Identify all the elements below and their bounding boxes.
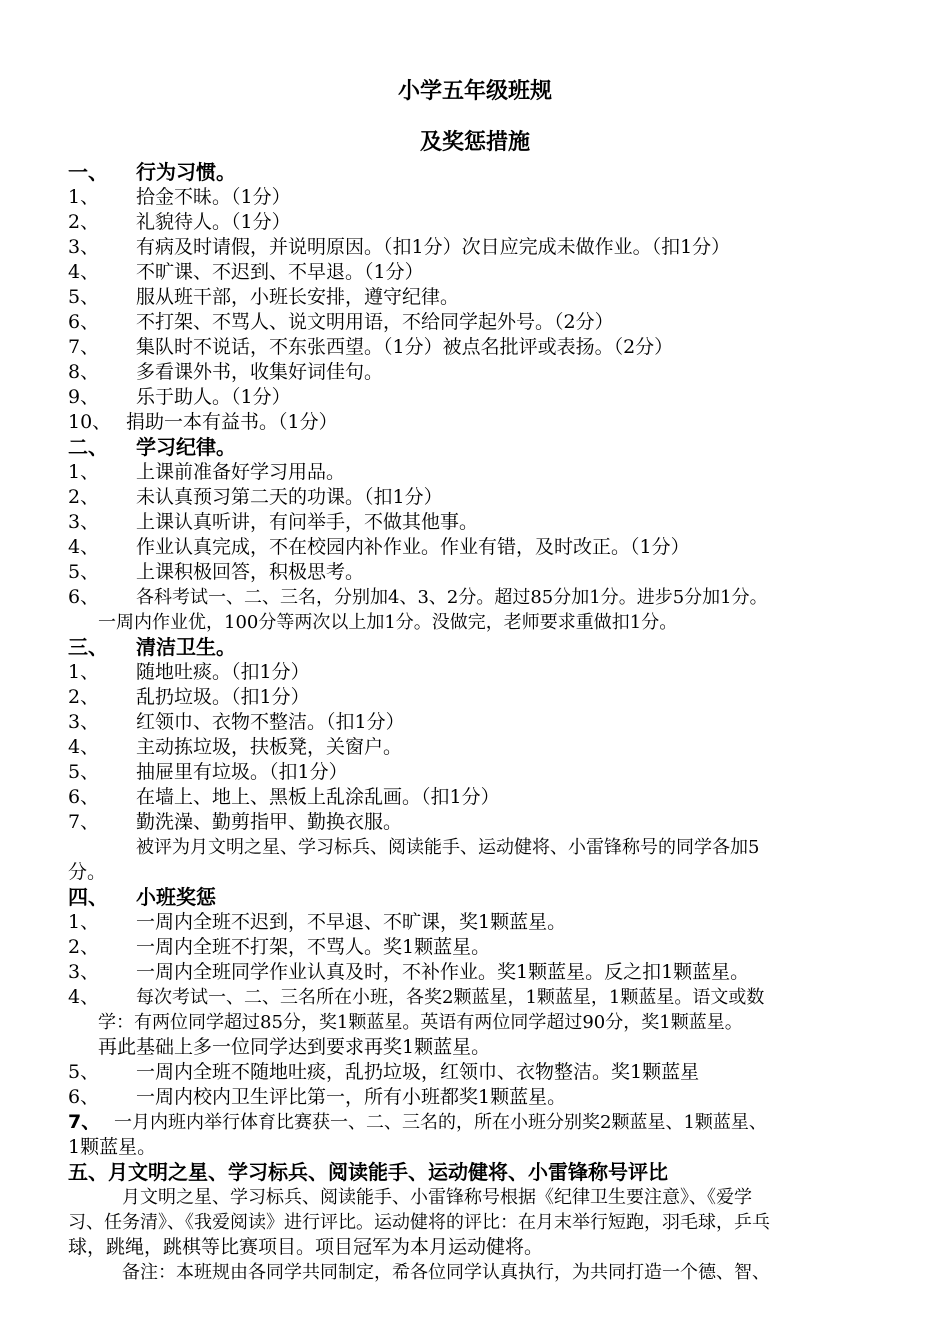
item-text: 抽屉里有垃圾。（扣1分）: [136, 761, 348, 783]
section-number: 四、: [68, 885, 108, 909]
section-title: 清洁卫生。: [136, 635, 236, 659]
item-number: 3、: [68, 711, 100, 733]
item-number: 1、: [68, 461, 100, 483]
paragraph-line: 球，跳绳，跳棋等比赛项目。项目冠军为本月运动健将。: [68, 1236, 544, 1258]
item-number: 6、: [68, 786, 100, 808]
item-text: 红领巾、衣物不整洁。（扣1分）: [136, 711, 405, 733]
section-number: 三、: [68, 635, 108, 659]
item-text: 一周内全班不打架，不骂人。奖1颗蓝星。: [136, 936, 491, 958]
item-number: 1、: [68, 661, 100, 683]
item-text: 上课认真听讲，有问举手，不做其他事。: [136, 511, 479, 533]
item-text: 乐于助人。（1分）: [136, 386, 291, 408]
document-title: 小学五年级班规: [397, 79, 552, 104]
section-number: 二、: [68, 435, 108, 459]
item-number: 4、: [68, 736, 100, 758]
item-number: 7、: [68, 336, 100, 358]
item-number: 4、: [68, 536, 100, 558]
item-text: 一周内全班不迟到，不早退、不旷课，奖1颗蓝星。: [136, 911, 567, 933]
item-text: 作业认真完成，不在校园内补作业。作业有错，及时改正。（1分）: [136, 536, 690, 558]
item-text: 随地吐痰。（扣1分）: [136, 661, 310, 683]
item-text: 一周内校内卫生评比第一，所有小班都奖1颗蓝星。: [136, 1086, 567, 1108]
remark: 备注：本班规由各同学共同制定，希各位同学认真执行，为共同打造一个德、智、: [122, 1262, 770, 1283]
item-number: 6、: [68, 586, 100, 608]
item-text: 勤洗澡、勤剪指甲、勤换衣服。: [136, 811, 403, 833]
item-number: 2、: [68, 211, 100, 233]
item-number: 1、: [68, 186, 100, 208]
section-title: 小班奖惩: [136, 885, 216, 909]
item-text: 集队时不说话，不东张西望。（1分）被点名批评或表扬。（2分）: [136, 336, 674, 358]
item-number: 3、: [68, 961, 100, 983]
item-text: 上课积极回答，积极思考。: [136, 561, 365, 583]
item-continuation: 一周内作业优，100分等两次以上加1分。没做完，老师要求重做扣1分。: [98, 612, 678, 633]
item-number: 4、: [68, 261, 100, 283]
item-continuation: 再此基础上多一位同学达到要求再奖1颗蓝星。: [98, 1036, 491, 1058]
item-number: 7、: [68, 811, 100, 833]
item-text: 各科考试一、二、三名，分别加4、3、2分。超过85分加1分。进步5分加1分。: [136, 587, 768, 608]
section-heading: 五、月文明之星、学习标兵、阅读能手、运动健将、小雷锋称号评比: [68, 1160, 668, 1184]
item-number: 1、: [68, 911, 100, 933]
item-text: 在墙上、地上、黑板上乱涂乱画。（扣1分）: [136, 786, 500, 808]
paragraph-line: 习、任务清》、《我爱阅读》进行评比。运动健将的评比：在月末举行短跑，羽毛球，乒乓: [68, 1212, 770, 1233]
item-text: 主动拣垃圾，扶板凳，关窗户。: [136, 736, 403, 758]
item-text: 每次考试一、二、三名所在小班，各奖2颗蓝星，1颗蓝星，1颗蓝星。语文或数: [136, 987, 765, 1008]
item-number: 3、: [68, 511, 100, 533]
item-text: 一周内全班同学作业认真及时，不补作业。奖1颗蓝星。反之扣1颗蓝星。: [136, 961, 750, 983]
item-text: 不打架、不骂人、说文明用语，不给同学起外号。（2分）: [136, 311, 614, 333]
section-note: 被评为月文明之星、学习标兵、阅读能手、运动健将、小雷锋称号的同学各加5: [136, 837, 760, 858]
section-note-continuation: 分。: [68, 861, 107, 883]
item-number: 2、: [68, 486, 100, 508]
item-text: 服从班干部，小班长安排，遵守纪律。: [136, 286, 460, 308]
section-title: 行为习惯。: [136, 160, 236, 184]
item-text: 有病及时请假，并说明原因。（扣1分）次日应完成未做作业。（扣1分）: [136, 236, 731, 258]
item-number: 10、: [68, 411, 112, 433]
item-continuation: 1颗蓝星。: [68, 1136, 157, 1158]
document-subtitle: 及奖惩措施: [419, 130, 530, 155]
item-text: 上课前准备好学习用品。: [136, 461, 346, 483]
item-number: 5、: [68, 1061, 100, 1083]
item-text: 一周内全班不随地吐痰，乱扔垃圾，红领巾、衣物整洁。奖1颗蓝星: [136, 1061, 700, 1083]
item-text: 不旷课、不迟到、不早退。（1分）: [136, 261, 424, 283]
item-number: 8、: [68, 361, 100, 383]
item-number: 5、: [68, 761, 100, 783]
item-number: 4、: [68, 986, 100, 1008]
item-number: 7、: [68, 1111, 101, 1133]
item-number: 6、: [68, 311, 100, 333]
item-number: 9、: [68, 386, 100, 408]
item-text: 礼貌待人。（1分）: [136, 211, 291, 233]
item-text: 捐助一本有益书。（1分）: [126, 411, 338, 433]
item-text: 乱扔垃圾。（扣1分）: [136, 686, 310, 708]
item-text: 拾金不昧。（1分）: [136, 186, 291, 208]
item-text: 多看课外书，收集好词佳句。: [136, 361, 384, 383]
item-number: 5、: [68, 561, 100, 583]
section-number: 一、: [68, 160, 108, 184]
item-number: 5、: [68, 286, 100, 308]
section-title: 学习纪律。: [136, 435, 236, 459]
item-number: 3、: [68, 236, 100, 258]
item-number: 6、: [68, 1086, 100, 1108]
item-number: 2、: [68, 936, 100, 958]
item-continuation: 学：有两位同学超过85分，奖1颗蓝星。英语有两位同学超过90分，奖1颗蓝星。: [98, 1012, 743, 1033]
item-text: 一月内班内举行体育比赛获一、二、三名的，所在小班分别奖2颗蓝星、1颗蓝星、: [114, 1112, 767, 1133]
item-text: 未认真预习第二天的功课。（扣1分）: [136, 486, 443, 508]
item-number: 2、: [68, 686, 100, 708]
paragraph-line: 月文明之星、学习标兵、阅读能手、小雷锋称号根据《纪律卫生要注意》、《爱学: [122, 1187, 752, 1208]
